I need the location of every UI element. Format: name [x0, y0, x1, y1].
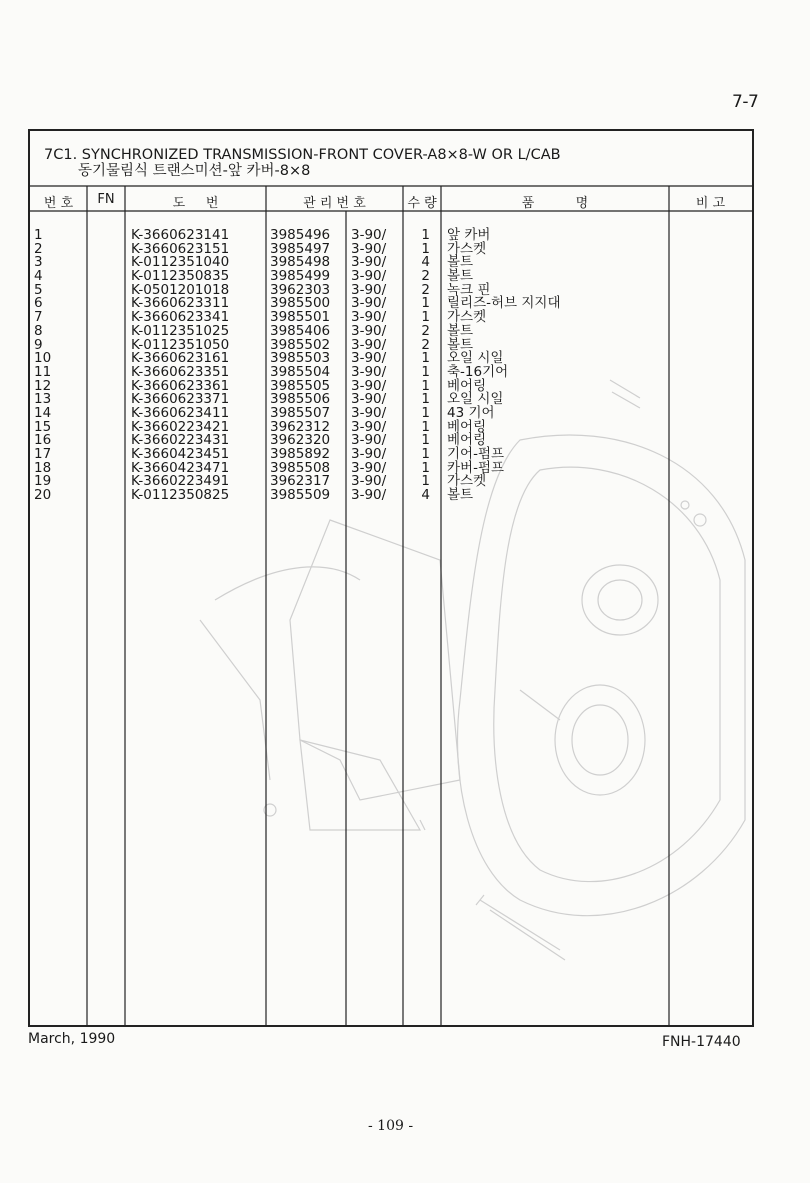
- table-cell-no: 9: [34, 336, 43, 353]
- column-ref: [351, 229, 386, 503]
- footer-date: March, 1990: [28, 1031, 116, 1047]
- table-cell-ref: 3-90/: [351, 432, 387, 449]
- table-cell-mgmt: 3985502: [270, 336, 331, 353]
- table-cell-drawing: K-3660623411: [131, 404, 230, 421]
- table-cell-no: 13: [34, 391, 52, 408]
- table-cell-no: 15: [34, 418, 52, 435]
- table-cell-drawing: K-3660623311: [131, 295, 230, 312]
- table-cell-no: 3: [34, 254, 43, 271]
- table-cell-name: 기어-펌프: [447, 446, 505, 462]
- table-cell-drawing: K-0112350835: [131, 268, 230, 285]
- table-cell-mgmt: 3985509: [270, 487, 331, 504]
- table-cell-no: 5: [34, 281, 43, 298]
- table-cell-mgmt: 3985508: [270, 459, 331, 476]
- table-cell-ref: 3-90/: [351, 240, 387, 257]
- table-cell-mgmt: 3985504: [270, 363, 331, 380]
- table-cell-drawing: K-0112351050: [131, 336, 230, 353]
- table-cell-no: 20: [34, 487, 52, 504]
- table-cell-drawing: K-3660223421: [131, 418, 230, 435]
- table-cell-drawing: K-3660623341: [131, 309, 230, 326]
- table-cell-name: 오일 시일: [447, 350, 504, 367]
- table-cell-ref: 3-90/: [351, 322, 387, 339]
- table-cell-qty: 1: [421, 350, 430, 367]
- title-english: 7C1. SYNCHRONIZED TRANSMISSION-FRONT COVER-A8×8-W OR L/CAB: [44, 147, 561, 163]
- table-cell-qty: 1: [421, 391, 430, 408]
- header-qty: 수 량: [407, 196, 437, 211]
- page-number: - 109 -: [368, 1118, 414, 1134]
- table-cell-qty: 1: [421, 473, 430, 490]
- table-cell-mgmt: 3985496: [270, 227, 331, 243]
- table-cell-ref: 3-90/: [351, 295, 387, 312]
- table-cell-no: 18: [34, 459, 52, 476]
- table-cell-no: 10: [34, 350, 52, 367]
- table-cell-name: 앞 카버: [447, 227, 491, 243]
- table-cell-mgmt: 3985892: [270, 446, 331, 462]
- table-cell-no: 11: [34, 363, 52, 380]
- table-cell-drawing: K-3660623351: [131, 363, 230, 380]
- table-cell-drawing: K-3660623161: [131, 350, 230, 367]
- table-cell-name: 녹크 핀: [447, 281, 491, 298]
- table-cell-mgmt: 3962312: [270, 418, 331, 435]
- table-cell-name: 볼트: [447, 254, 474, 271]
- table-cell-mgmt: 3985499: [270, 268, 331, 285]
- table-cell-qty: 1: [421, 446, 430, 462]
- table-cell-ref: 3-90/: [351, 391, 387, 408]
- table-cell-drawing: K-3660623141: [131, 227, 230, 243]
- table-cell-name: 볼트: [447, 487, 474, 504]
- table-cell-drawing: K-3660623361: [131, 377, 230, 394]
- table-cell-ref: 3-90/: [351, 487, 387, 504]
- table-cell-ref: 3-90/: [351, 281, 387, 298]
- column-mgmt-no: [270, 229, 330, 503]
- table-cell-mgmt: 3985406: [270, 322, 331, 339]
- table-cell-ref: 3-90/: [351, 309, 387, 326]
- table-cell-mgmt: 3985498: [270, 254, 331, 271]
- table-cell-ref: 3-90/: [351, 404, 387, 421]
- table-cell-qty: 1: [421, 227, 430, 243]
- table-cell-drawing: K-0112351025: [131, 322, 230, 339]
- table-cell-qty: 1: [421, 432, 430, 449]
- table-cell-no: 1: [34, 227, 43, 243]
- table-cell-drawing: K-0112351040: [131, 254, 230, 271]
- table-cell-ref: 3-90/: [351, 350, 387, 367]
- table-cell-qty: 1: [421, 295, 430, 312]
- table-cell-mgmt: 3985507: [270, 404, 331, 421]
- table-cell-no: 14: [34, 404, 52, 421]
- table-cell-qty: 4: [421, 487, 430, 504]
- table-cell-name: 베어링: [447, 418, 487, 435]
- table-cell-qty: 1: [421, 404, 430, 421]
- table-cell-qty: 1: [421, 459, 430, 476]
- table-cell-qty: 1: [421, 377, 430, 394]
- column-drawing-no: [131, 229, 229, 503]
- table-cell-ref: 3-90/: [351, 254, 387, 271]
- footer-code: FNH-17440: [662, 1034, 741, 1050]
- table-cell-no: 7: [34, 309, 43, 326]
- table-cell-ref: 3-90/: [351, 459, 387, 476]
- table-cell-ref: 3-90/: [351, 227, 387, 243]
- parts-table-frame: [28, 129, 754, 1027]
- table-cell-qty: 1: [421, 309, 430, 326]
- table-cell-ref: 3-90/: [351, 377, 387, 394]
- column-name: [447, 229, 561, 503]
- table-cell-name: 축-16기어: [447, 363, 509, 380]
- table-cell-mgmt: 3985503: [270, 350, 331, 367]
- table-cell-ref: 3-90/: [351, 363, 387, 380]
- header-drawing-no: 도 번: [172, 196, 219, 211]
- table-cell-ref: 3-90/: [351, 473, 387, 490]
- table-cell-qty: 2: [421, 336, 430, 353]
- header-no: 번 호: [43, 196, 74, 211]
- table-cell-drawing: K-3660223431: [131, 432, 230, 449]
- table-cell-mgmt: 3985501: [270, 309, 331, 326]
- table-cell-ref: 3-90/: [351, 418, 387, 435]
- header-fn: FN: [97, 192, 115, 207]
- table-cell-mgmt: 3985500: [270, 295, 331, 312]
- table-cell-ref: 3-90/: [351, 336, 387, 353]
- table-cell-name: 볼트: [447, 268, 474, 285]
- table-cell-name: 릴리즈-허브 지지대: [447, 295, 561, 312]
- column-no: [34, 229, 51, 503]
- table-cell-mgmt: 3962303: [270, 281, 331, 298]
- table-cell-qty: 2: [421, 281, 430, 298]
- title-korean: 동기물림식 트랜스미션-앞 카버-8×8: [78, 163, 311, 179]
- title-block: [44, 147, 561, 179]
- table-cell-name: 베어링: [447, 432, 487, 449]
- table-cell-no: 2: [34, 240, 43, 257]
- header-name: 품 명: [521, 196, 589, 211]
- table-cell-qty: 2: [421, 268, 430, 285]
- table-cell-qty: 4: [421, 254, 430, 271]
- table-cell-name: 볼트: [447, 336, 474, 353]
- table-cell-name: 카버-펌프: [447, 459, 505, 476]
- table-cell-no: 4: [34, 268, 43, 285]
- table-cell-name: 볼트: [447, 322, 474, 339]
- table-cell-no: 6: [34, 295, 43, 312]
- table-cell-qty: 2: [421, 322, 430, 339]
- table-cell-drawing: K-3660623151: [131, 240, 230, 257]
- column-qty: [408, 229, 430, 503]
- header-remark: 비 고: [695, 196, 726, 211]
- section-number: 7-7: [732, 92, 759, 112]
- table-cell-drawing: K-0112350825: [131, 487, 230, 504]
- table-cell-mgmt: 3985506: [270, 391, 331, 408]
- table-cell-ref: 3-90/: [351, 446, 387, 462]
- table-cell-drawing: K-3660423471: [131, 459, 230, 476]
- table-cell-no: 12: [34, 377, 52, 394]
- table-cell-qty: 1: [421, 363, 430, 380]
- header-mgmt-no: 관 리 번 호: [303, 196, 366, 211]
- table-cell-name: 가스켓: [447, 473, 487, 490]
- table-cell-drawing: K-3660223491: [131, 473, 230, 490]
- table-cell-name: 43 기어: [447, 404, 495, 421]
- table-cell-no: 8: [34, 322, 43, 339]
- table-cell-no: 19: [34, 473, 52, 490]
- table-cell-no: 17: [34, 446, 52, 462]
- table-cell-mgmt: 3985505: [270, 377, 331, 394]
- table-cell-qty: 1: [421, 240, 430, 257]
- table-cell-name: 오일 시일: [447, 391, 504, 408]
- table-cell-mgmt: 3985497: [270, 240, 331, 257]
- table-cell-drawing: K-3660423451: [131, 446, 230, 462]
- table-cell-name: 베어링: [447, 377, 487, 394]
- table-cell-drawing: K-0501201018: [131, 281, 230, 298]
- table-cell-no: 16: [34, 432, 52, 449]
- table-cell-mgmt: 3962320: [270, 432, 331, 449]
- table-cell-qty: 1: [421, 418, 430, 435]
- table-cell-mgmt: 3962317: [270, 473, 331, 490]
- table-cell-name: 가스켓: [447, 309, 487, 326]
- table-cell-drawing: K-3660623371: [131, 391, 230, 408]
- table-cell-name: 가스켓: [447, 240, 487, 257]
- table-cell-ref: 3-90/: [351, 268, 387, 285]
